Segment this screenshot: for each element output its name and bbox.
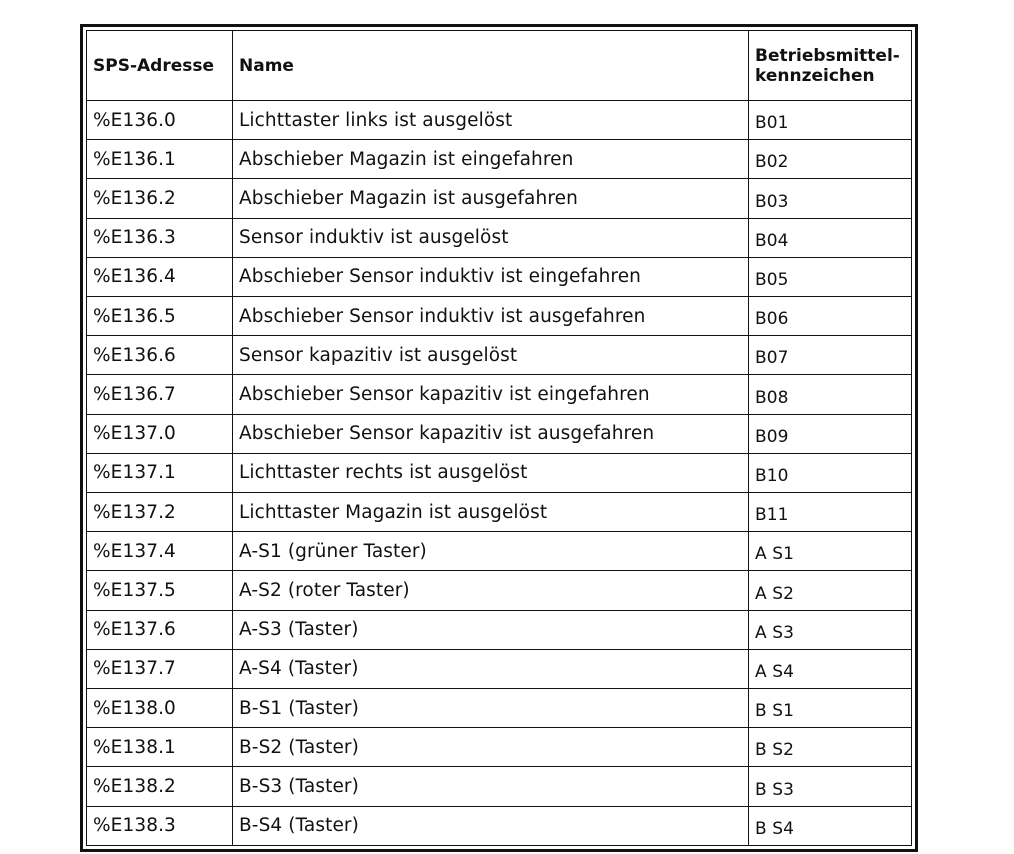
table-header-row — [87, 31, 912, 101]
table-row — [87, 179, 912, 218]
cell-name: A-S1 (grüner Taster) — [233, 532, 749, 571]
table-row — [87, 806, 912, 845]
cell-sps-address: %E137.1 — [87, 453, 233, 492]
cell-sps-address: %E137.7 — [87, 649, 233, 688]
cell-name: Lichttaster Magazin ist ausgelöst — [233, 493, 749, 532]
cell-sps-address: %E138.0 — [87, 689, 233, 728]
table-row — [87, 218, 912, 257]
cell-sps-address: %E136.7 — [87, 375, 233, 414]
cell-name: A-S2 (roter Taster) — [233, 571, 749, 610]
io-table-frame — [80, 24, 918, 852]
header-equipment-designation — [749, 31, 912, 101]
cell-equipment-designation: A S4 — [749, 649, 912, 688]
cell-equipment-designation: B02 — [749, 140, 912, 179]
table-body — [87, 101, 912, 846]
cell-name: B-S4 (Taster) — [233, 806, 749, 845]
cell-equipment-designation: B S3 — [749, 767, 912, 806]
cell-name: Abschieber Sensor kapazitiv ist ausgefahren — [233, 414, 749, 453]
cell-equipment-designation: B S2 — [749, 728, 912, 767]
table-row — [87, 649, 912, 688]
cell-name: Abschieber Sensor induktiv ist ausgefahren — [233, 297, 749, 336]
cell-sps-address: %E136.2 — [87, 179, 233, 218]
cell-name: B-S2 (Taster) — [233, 728, 749, 767]
cell-name: B-S1 (Taster) — [233, 689, 749, 728]
cell-name: A-S3 (Taster) — [233, 610, 749, 649]
cell-equipment-designation: B08 — [749, 375, 912, 414]
io-address-table — [86, 30, 912, 846]
cell-equipment-designation: B01 — [749, 101, 912, 140]
table-row — [87, 140, 912, 179]
table-row — [87, 571, 912, 610]
table-row — [87, 101, 912, 140]
cell-name: Abschieber Magazin ist eingefahren — [233, 140, 749, 179]
cell-sps-address: %E136.6 — [87, 336, 233, 375]
cell-equipment-designation: B06 — [749, 297, 912, 336]
cell-equipment-designation: A S1 — [749, 532, 912, 571]
cell-equipment-designation: B S4 — [749, 806, 912, 845]
cell-name: Sensor induktiv ist ausgelöst — [233, 218, 749, 257]
cell-equipment-designation: B03 — [749, 179, 912, 218]
cell-equipment-designation: A S2 — [749, 571, 912, 610]
cell-name: Sensor kapazitiv ist ausgelöst — [233, 336, 749, 375]
cell-sps-address: %E137.6 — [87, 610, 233, 649]
cell-equipment-designation: B S1 — [749, 689, 912, 728]
cell-name: Abschieber Sensor induktiv ist eingefahren — [233, 257, 749, 296]
table-row — [87, 257, 912, 296]
table-row — [87, 532, 912, 571]
cell-sps-address: %E136.0 — [87, 101, 233, 140]
cell-equipment-designation: B04 — [749, 218, 912, 257]
cell-name: A-S4 (Taster) — [233, 649, 749, 688]
cell-name: Abschieber Sensor kapazitiv ist eingefahren — [233, 375, 749, 414]
cell-sps-address: %E136.1 — [87, 140, 233, 179]
header-sps-address: SPS-Adresse — [87, 31, 233, 101]
cell-equipment-designation: B10 — [749, 453, 912, 492]
cell-sps-address: %E136.3 — [87, 218, 233, 257]
table-row — [87, 375, 912, 414]
header-equipment-designation-line1: Betriebsmittel- — [755, 45, 900, 66]
table-row — [87, 336, 912, 375]
cell-sps-address: %E137.2 — [87, 493, 233, 532]
table-row — [87, 689, 912, 728]
table-row — [87, 728, 912, 767]
cell-sps-address: %E136.4 — [87, 257, 233, 296]
cell-equipment-designation: B09 — [749, 414, 912, 453]
cell-equipment-designation: A S3 — [749, 610, 912, 649]
cell-equipment-designation: B05 — [749, 257, 912, 296]
cell-equipment-designation: B11 — [749, 493, 912, 532]
cell-name: B-S3 (Taster) — [233, 767, 749, 806]
cell-sps-address: %E138.2 — [87, 767, 233, 806]
cell-sps-address: %E137.5 — [87, 571, 233, 610]
cell-sps-address: %E138.1 — [87, 728, 233, 767]
cell-name: Lichttaster rechts ist ausgelöst — [233, 453, 749, 492]
table-row — [87, 767, 912, 806]
header-equipment-designation-line2: kennzeichen — [755, 65, 875, 86]
cell-name: Lichttaster links ist ausgelöst — [233, 101, 749, 140]
cell-equipment-designation: B07 — [749, 336, 912, 375]
header-name: Name — [233, 31, 749, 101]
table-row — [87, 453, 912, 492]
cell-sps-address: %E137.0 — [87, 414, 233, 453]
table-row — [87, 297, 912, 336]
cell-sps-address: %E138.3 — [87, 806, 233, 845]
cell-name: Abschieber Magazin ist ausgefahren — [233, 179, 749, 218]
cell-sps-address: %E136.5 — [87, 297, 233, 336]
table-row — [87, 414, 912, 453]
cell-sps-address: %E137.4 — [87, 532, 233, 571]
table-row — [87, 610, 912, 649]
table-row — [87, 493, 912, 532]
